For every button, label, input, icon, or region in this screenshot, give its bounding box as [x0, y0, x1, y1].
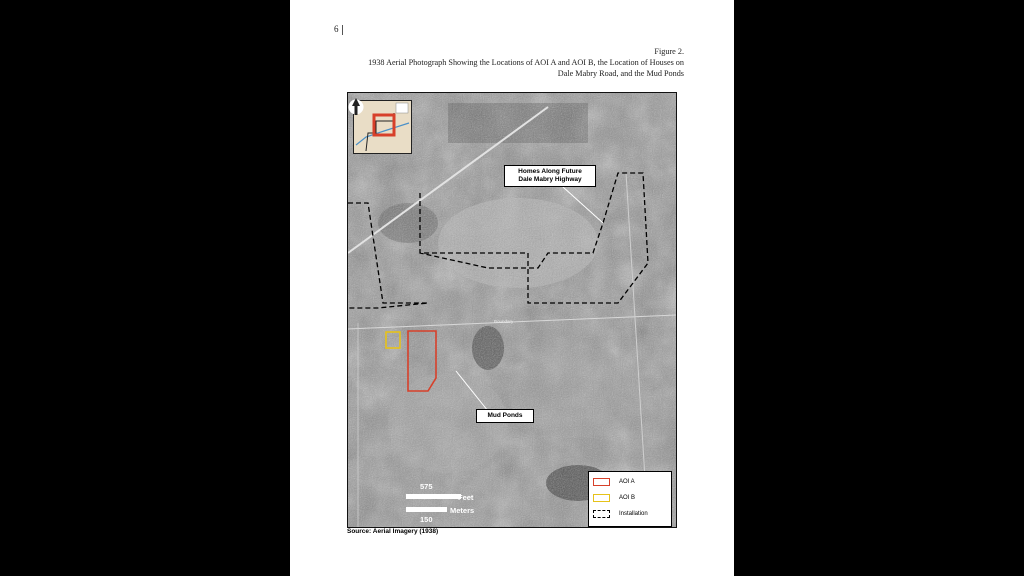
legend-item-aoi-a	[593, 477, 635, 487]
document-page	[290, 0, 734, 576]
aerial-photograph-map	[347, 92, 677, 528]
callout-homes-line-1: Homes Along Future	[518, 168, 582, 175]
scale-feet-unit: Feet	[458, 493, 474, 502]
callout-homes-dale-mabry	[504, 165, 596, 187]
legend-label-installation: Installation	[619, 511, 648, 517]
scale-bar-feet	[406, 494, 461, 499]
scale-meters-unit: Meters	[450, 506, 475, 515]
legend-swatch-aoi-a	[593, 478, 610, 486]
legend-label-aoi-a: AOI A	[619, 479, 635, 485]
legend-swatch-installation	[593, 510, 610, 518]
legend-swatch-aoi-b	[593, 494, 610, 502]
figure-title-line-1: 1938 Aerial Photograph Showing the Locations of AOI A and AOI B, the Location of Houses on	[368, 58, 684, 67]
scale-meters-value: 150	[420, 515, 433, 524]
legend-item-installation	[593, 509, 648, 519]
aerial-imagery	[348, 93, 676, 527]
callout-homes-line-2: Dale Mabry Highway	[518, 176, 582, 183]
legend-label-aoi-b: AOI B	[619, 495, 636, 501]
north-arrow-icon	[348, 93, 364, 121]
figure-title-line-2: Dale Mabry Road, and the Mud Ponds	[557, 69, 684, 78]
scale-bar-meters	[406, 507, 447, 512]
scale-feet-value: 575	[420, 482, 433, 491]
callout-mud-ponds: Mud Ponds	[476, 409, 534, 423]
legend-item-aoi-b	[593, 493, 635, 503]
map-legend	[588, 471, 672, 527]
page-number-divider	[342, 25, 343, 35]
figure-label: Figure 2.	[654, 47, 684, 56]
source-note: Source: Aerial Imagery (1938)	[347, 528, 439, 535]
page-number: 6	[334, 24, 339, 34]
figure-caption	[304, 46, 684, 79]
road-label: Boundary	[494, 319, 514, 324]
